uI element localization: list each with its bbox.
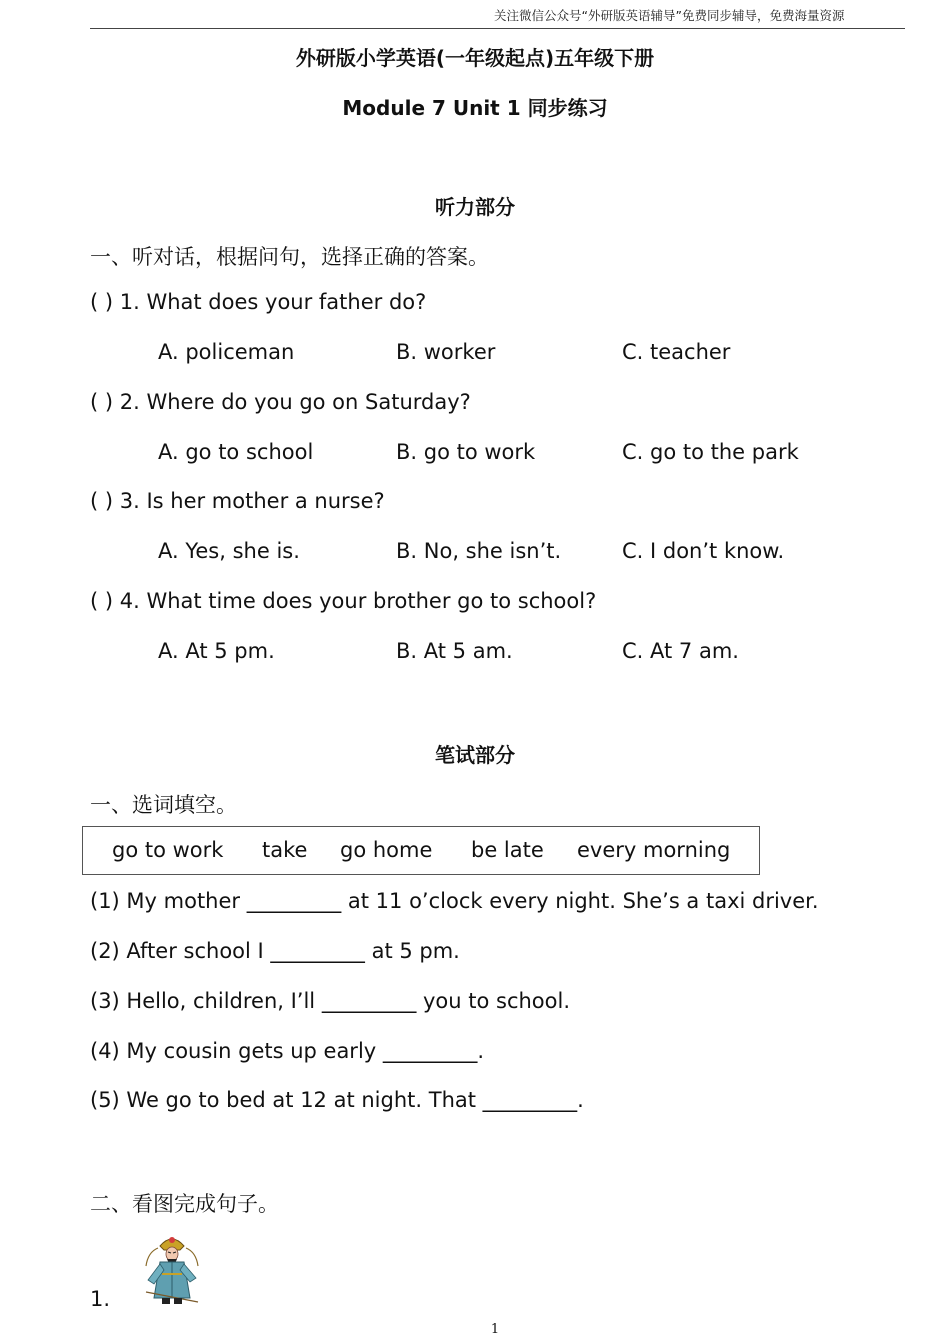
option-c: C. I don’t know.	[622, 539, 785, 563]
document-title: 外研版小学英语(一年级起点)五年级下册	[295, 46, 655, 70]
page-number: 1	[490, 1322, 500, 1337]
writing-instruction-2: 二、看图完成句子。	[90, 1192, 279, 1216]
option-a: A. go to school	[158, 440, 314, 464]
writing-instruction-1: 一、选词填空。	[90, 793, 237, 817]
picture-item-label: 1.	[90, 1287, 111, 1311]
option-b: B. At 5 am.	[396, 639, 513, 663]
document-subtitle: Module 7 Unit 1 同步练习	[342, 96, 608, 120]
listening-instruction: 一、听对话，根据问句，选择正确的答案。	[90, 245, 489, 269]
option-c: C. At 7 am.	[622, 639, 739, 663]
word-bank-item: go home	[340, 838, 433, 862]
fill-sentence: (1) My mother _________ at 11 o’clock every night. She’s a taxi driver.	[90, 889, 819, 913]
question-stem: ( ) 2. Where do you go on Saturday?	[90, 390, 471, 414]
option-b: B. worker	[396, 340, 496, 364]
writing-heading: 笔试部分	[435, 743, 515, 767]
word-bank-item: go to work	[112, 838, 224, 862]
word-bank-item: be late	[471, 838, 544, 862]
fill-sentence: (3) Hello, children, I’ll _________ you to school.	[90, 989, 571, 1013]
fill-sentence: (4) My cousin gets up early _________.	[90, 1039, 485, 1063]
opera-figure-image	[140, 1232, 204, 1308]
listening-heading: 听力部分	[435, 195, 515, 219]
fill-sentence: (5) We go to bed at 12 at night. That _________.	[90, 1088, 584, 1112]
option-c: C. teacher	[622, 340, 731, 364]
word-bank-item: take	[262, 838, 308, 862]
word-bank-item: every morning	[577, 838, 731, 862]
fill-sentence: (2) After school I _________ at 5 pm.	[90, 939, 460, 963]
option-b: B. No, she isn’t.	[396, 539, 562, 563]
option-a: A. At 5 pm.	[158, 639, 275, 663]
option-a: A. Yes, she is.	[158, 539, 300, 563]
header-divider	[90, 28, 905, 29]
header-note: 关注微信公众号“外研版英语辅导”免费同步辅导，免费海量资源	[494, 8, 845, 23]
option-a: A. policeman	[158, 340, 295, 364]
question-stem: ( ) 1. What does your father do?	[90, 290, 427, 314]
option-c: C. go to the park	[622, 440, 799, 464]
question-stem: ( ) 3. Is her mother a nurse?	[90, 489, 385, 513]
option-b: B. go to work	[396, 440, 536, 464]
question-stem: ( ) 4. What time does your brother go to school?	[90, 589, 597, 613]
